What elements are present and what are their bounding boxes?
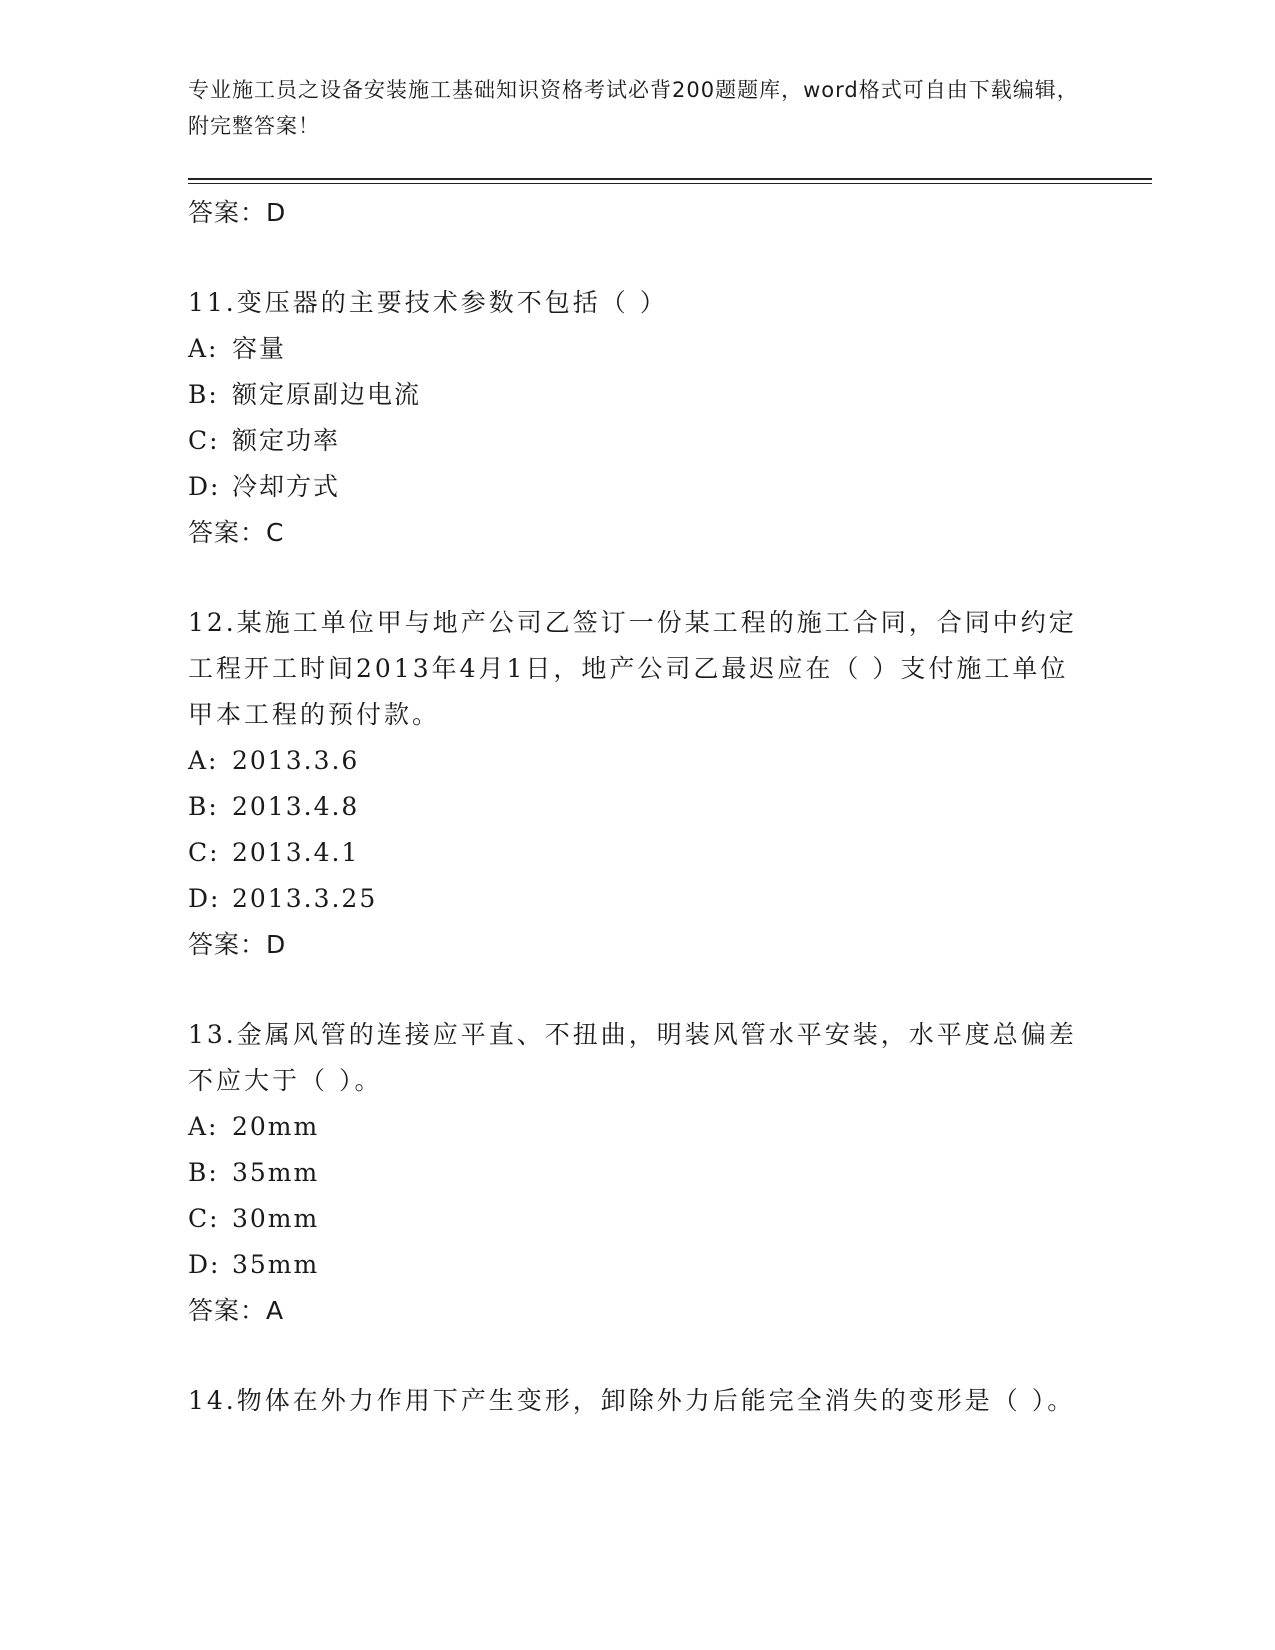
document-header: 专业施工员之设备安装施工基础知识资格考试必背200题题库，word格式可自由下载编辑，附完整答案！ bbox=[188, 78, 1079, 138]
option-b bbox=[188, 1150, 1088, 1196]
question-14 bbox=[188, 1378, 1088, 1424]
question-12 bbox=[188, 600, 1088, 968]
option-key: A: bbox=[188, 1112, 219, 1141]
option-key: A: bbox=[188, 746, 219, 775]
option-d bbox=[188, 1242, 1088, 1288]
option-text: 35mm bbox=[232, 1250, 320, 1279]
option-text: 2013.3.6 bbox=[232, 746, 360, 775]
question-stem: 13.金属风管的连接应平直、不扭曲，明装风管水平安装，水平度总偏差不应大于（ ）。 bbox=[188, 1020, 1077, 1095]
option-text: 2013.4.8 bbox=[232, 792, 360, 821]
option-key: C: bbox=[188, 426, 220, 455]
question-11 bbox=[188, 280, 1088, 556]
header-rule-thin bbox=[188, 183, 1152, 184]
option-key: A: bbox=[188, 334, 219, 363]
option-text: 冷却方式 bbox=[232, 472, 341, 501]
option-c bbox=[188, 1196, 1088, 1242]
answer-line: 答案：D bbox=[188, 198, 287, 227]
option-key: B: bbox=[188, 1158, 219, 1187]
option-key: B: bbox=[188, 792, 219, 821]
option-text: 2013.4.1 bbox=[232, 838, 360, 867]
question-list bbox=[188, 190, 1088, 1424]
option-text: 额定原副边电流 bbox=[232, 380, 422, 409]
question-13 bbox=[188, 1012, 1088, 1334]
option-text: 30mm bbox=[232, 1204, 320, 1233]
option-key: C: bbox=[188, 1204, 220, 1233]
option-text: 容量 bbox=[232, 334, 287, 363]
answer-line: 答案：C bbox=[188, 518, 285, 547]
option-a bbox=[188, 738, 1088, 784]
question-stem: 11.变压器的主要技术参数不包括（ ） bbox=[188, 288, 668, 317]
option-key: D: bbox=[188, 884, 221, 913]
question-stem: 12.某施工单位甲与地产公司乙签订一份某工程的施工合同，合同中约定工程开工时间2013年4月1日，地产公司乙最迟应在（ ）支付施工单位甲本工程的预付款。 bbox=[188, 608, 1077, 729]
option-key: C: bbox=[188, 838, 220, 867]
answer-line: 答案：A bbox=[188, 1296, 285, 1325]
option-key: B: bbox=[188, 380, 219, 409]
question-stem: 14.物体在外力作用下产生变形，卸除外力后能完全消失的变形是（ ）。 bbox=[188, 1386, 1076, 1415]
option-a bbox=[188, 326, 1088, 372]
option-text: 20mm bbox=[232, 1112, 320, 1141]
header-rule-thick bbox=[188, 178, 1152, 180]
option-text: 额定功率 bbox=[232, 426, 341, 455]
option-text: 2013.3.25 bbox=[232, 884, 378, 913]
option-b bbox=[188, 784, 1088, 830]
answer-line: 答案：D bbox=[188, 930, 287, 959]
option-a bbox=[188, 1104, 1088, 1150]
option-text: 35mm bbox=[232, 1158, 320, 1187]
option-b bbox=[188, 372, 1088, 418]
option-key: D: bbox=[188, 1250, 221, 1279]
option-d bbox=[188, 464, 1088, 510]
option-d bbox=[188, 876, 1088, 922]
option-c bbox=[188, 830, 1088, 876]
option-key: D: bbox=[188, 472, 221, 501]
option-c bbox=[188, 418, 1088, 464]
